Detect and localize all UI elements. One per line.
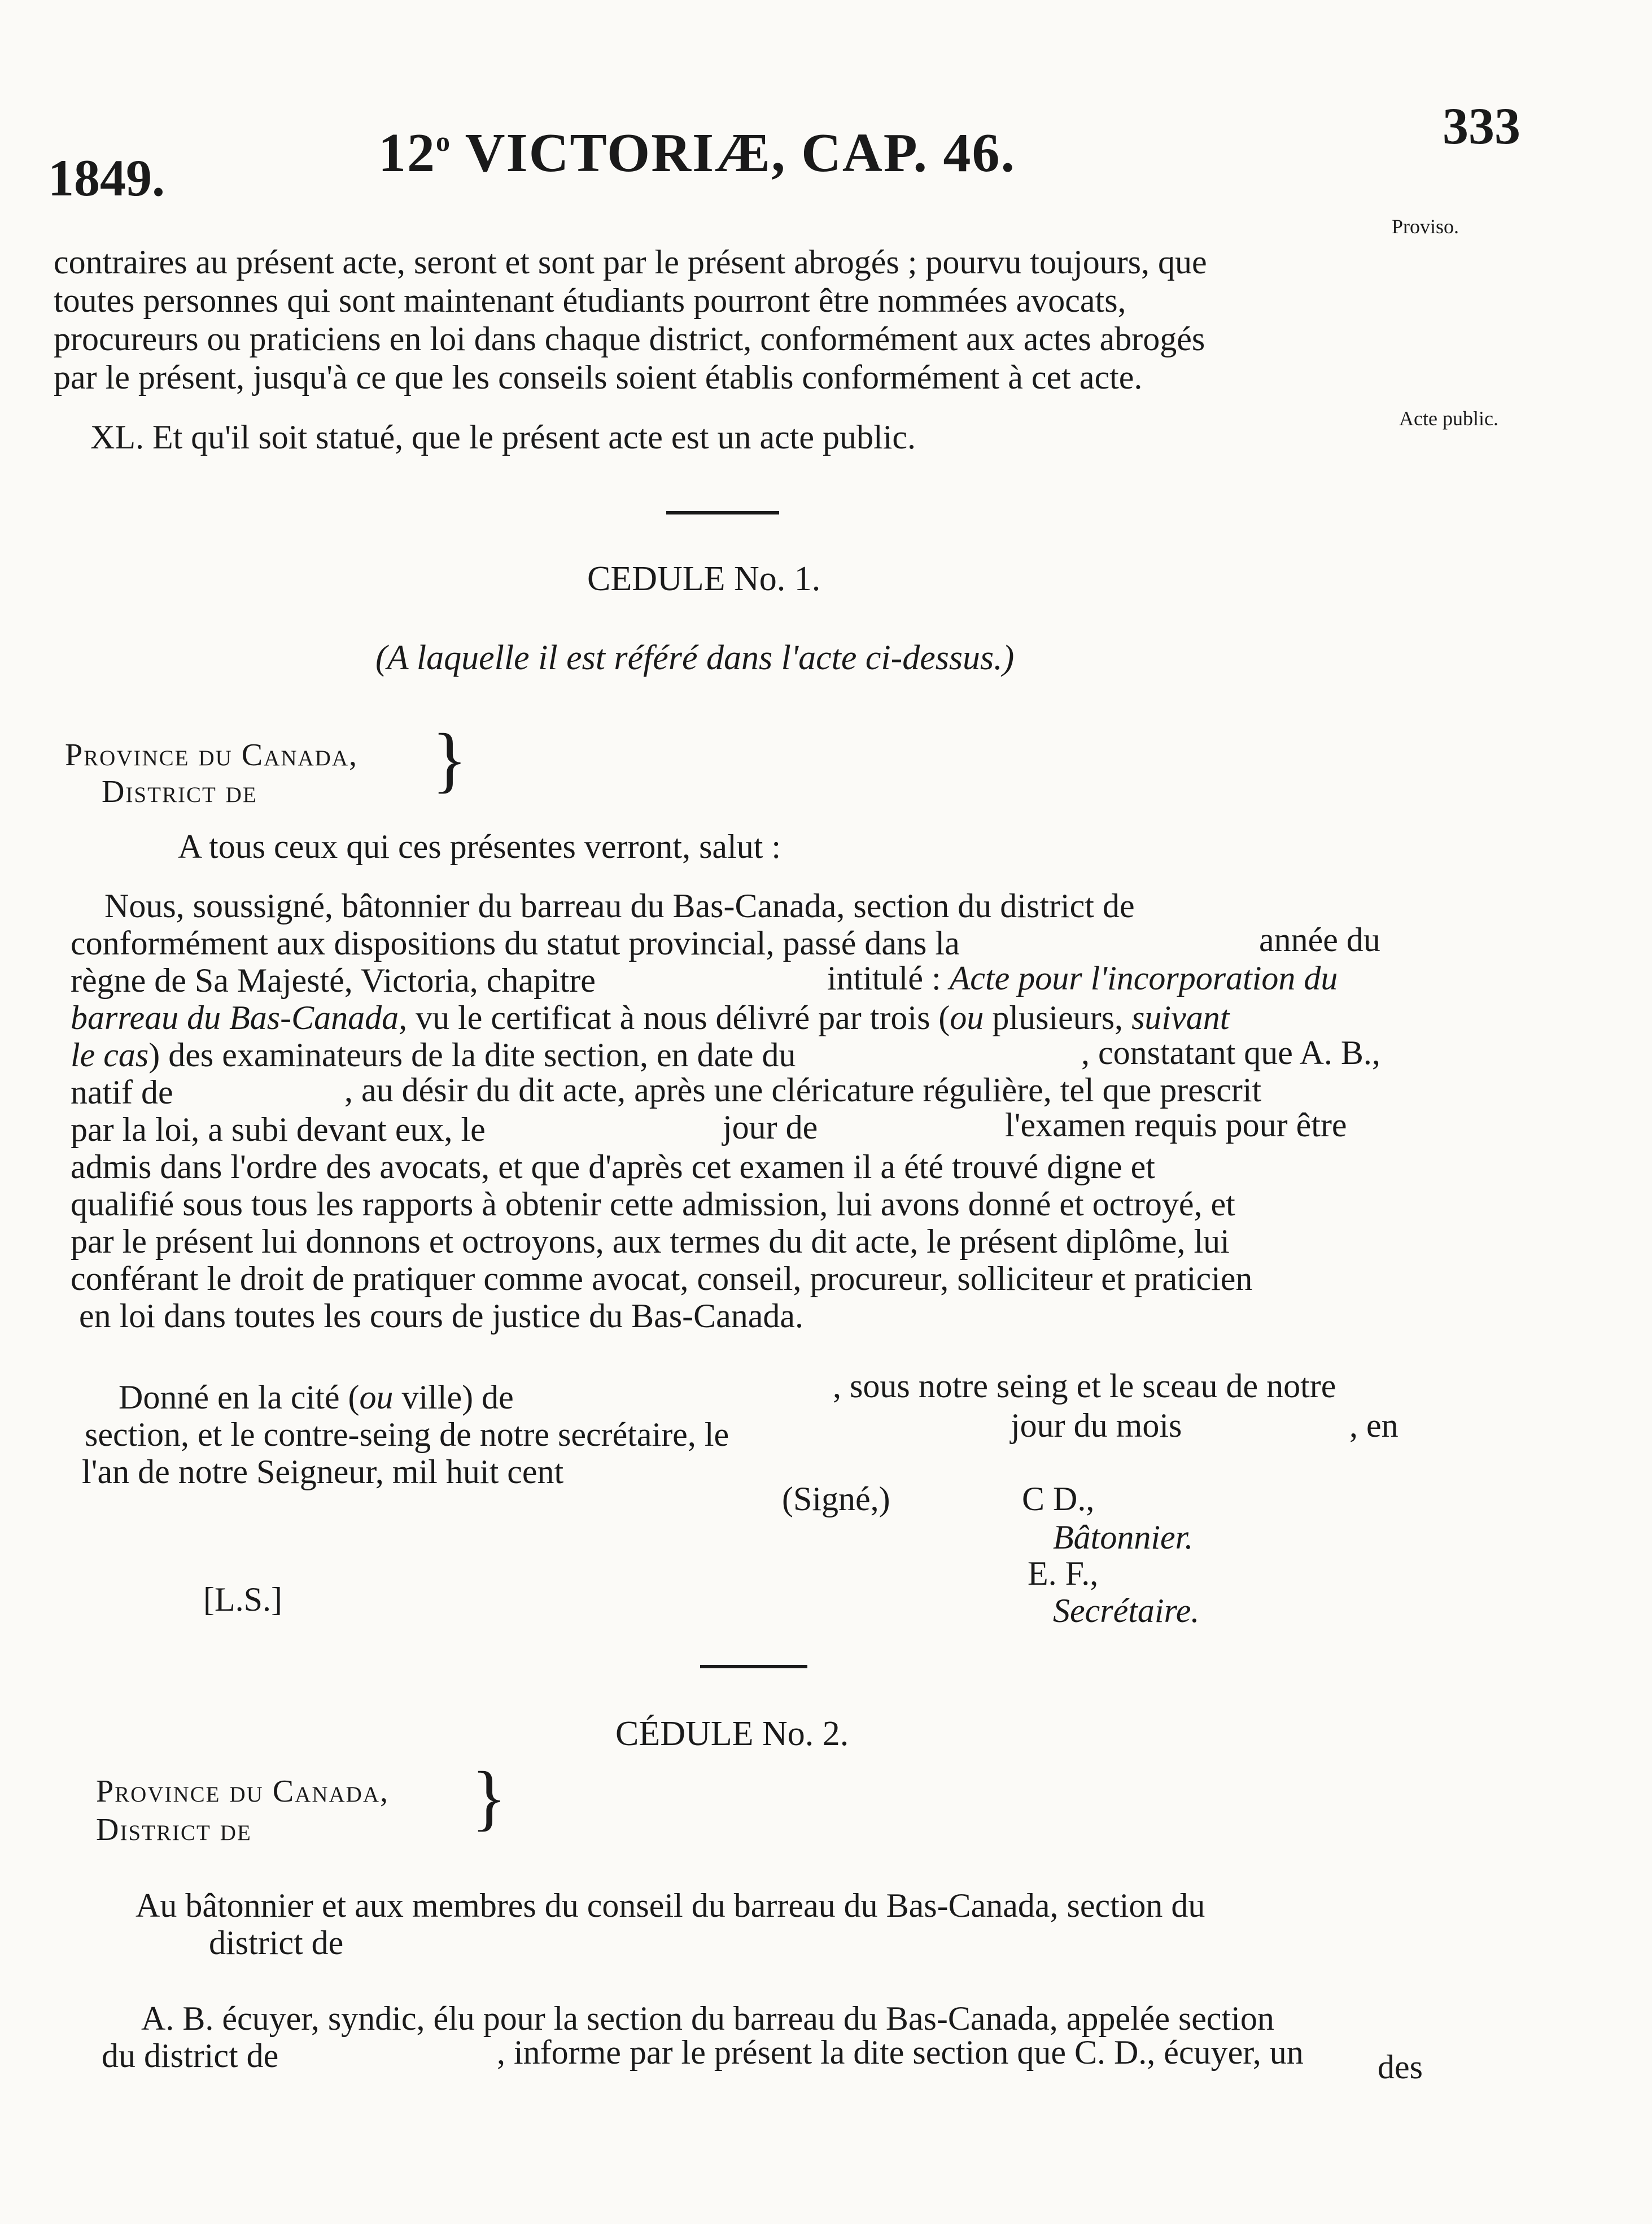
section-xl: XL. Et qu'il soit statué, que le présent acte est un acte public.: [90, 418, 916, 456]
text-line: par le présent lui donnons et octroyons, aux termes du dit acte, le présent diplôme, lui: [71, 1223, 1230, 1260]
secretary-name: E. F.,: [1028, 1555, 1099, 1592]
text-line: toutes personnes qui sont maintenant étudiants pourront être nommées avocats,: [54, 282, 1126, 319]
given-line: jour du mois: [1011, 1407, 1182, 1444]
district-label: District de: [96, 1812, 252, 1847]
margin-note-acte-public: Acte public.: [1399, 407, 1498, 430]
text-line: procureurs ou praticiens en loi dans chaque district, conformément aux actes abrogés: [54, 320, 1205, 357]
text-line: , au désir du dit acte, après une cléricature régulière, tel que prescrit: [344, 1071, 1262, 1109]
divider-rule: [666, 511, 779, 514]
text-line: conformément aux dispositions du statut provincial, passé dans la: [71, 925, 960, 962]
text-line: , constatant que A. B.,: [1081, 1034, 1380, 1071]
district-label: District de: [102, 774, 257, 809]
divider-rule: [700, 1665, 807, 1668]
address-line: Au bâtonnier et aux membres du conseil du barreau du Bas-Canada, section du: [136, 1887, 1205, 1924]
address-line: district de: [209, 1924, 344, 1961]
seal-mark: [L.S.]: [203, 1581, 282, 1618]
text-line: l'examen requis pour être: [1005, 1106, 1347, 1144]
given-line: l'an de notre Seigneur, mil huit cent: [82, 1453, 564, 1490]
text-line: par la loi, a subi devant eux, le: [71, 1111, 486, 1148]
text-line: des: [1378, 2048, 1423, 2086]
brace-icon: }: [471, 1757, 507, 1838]
batonnier-name: C D.,: [1022, 1480, 1095, 1517]
province-label: Province du Canada,: [65, 738, 358, 773]
batonnier-title: Bâtonnier.: [1053, 1519, 1194, 1556]
cedule-1-subheading: (A laquelle il est référé dans l'acte ci-dessus.): [375, 639, 1015, 677]
text-line: intitulé : Acte pour l'incorporation du: [827, 960, 1338, 997]
text-line: le cas) des examinateurs de la dite section, en date du: [71, 1036, 796, 1074]
text-line: en loi dans toutes les cours de justice du Bas-Canada.: [79, 1297, 804, 1335]
text-line: qualifié sous tous les rapports à obtenir cette admission, lui avons donné et octroyé, et: [71, 1185, 1235, 1223]
given-line: , sous notre seing et le sceau de notre: [833, 1367, 1336, 1405]
salutation: A tous ceux qui ces présentes verront, salut :: [178, 828, 781, 865]
text-line: année du: [1259, 921, 1380, 958]
text-line: A. B. écuyer, syndic, élu pour la section du barreau du Bas-Canada, appelée section: [141, 2000, 1274, 2037]
header-year: 1849.: [48, 149, 165, 207]
given-line: Donné en la cité (ou ville) de: [119, 1379, 514, 1416]
text-line: par le présent, jusqu'à ce que les conseils soient établis conformément à cet acte.: [54, 359, 1143, 396]
header-title: 12$^o$ VICTORIÆ, CAP. 46.: [378, 123, 1016, 184]
text-line: barreau du Bas-Canada, vu le certificat à nous délivré par trois (ou plusieurs, suivant: [71, 999, 1230, 1036]
text-line: règne de Sa Majesté, Victoria, chapitre: [71, 962, 596, 999]
text-line: , informe par le présent la dite section que C. D., écuyer, un: [497, 2034, 1304, 2071]
text-line: admis dans l'ordre des avocats, et que d'après cet examen il a été trouvé digne et: [71, 1148, 1155, 1185]
text-line: conférant le droit de pratiquer comme avocat, conseil, procureur, solliciteur et praticien: [71, 1260, 1253, 1297]
given-line: section, et le contre-seing de notre secrétaire, le: [85, 1416, 729, 1453]
brace-icon: }: [432, 719, 467, 800]
text-line: jour de: [723, 1109, 818, 1146]
province-label: Province du Canada,: [96, 1774, 389, 1809]
text-line: du district de: [102, 2037, 279, 2074]
text-line: Nous, soussigné, bâtonnier du barreau du Bas-Canada, section du district de: [104, 887, 1135, 925]
text-line: natif de: [71, 1074, 173, 1111]
cedule-2-heading: CÉDULE No. 2.: [615, 1715, 849, 1753]
text-line: contraires au présent acte, seront et sont par le présent abrogés ; pourvu toujours, que: [54, 243, 1207, 281]
cedule-1-heading: CEDULE No. 1.: [587, 560, 821, 598]
secretary-title: Secrétaire.: [1053, 1592, 1200, 1629]
given-line: , en: [1349, 1407, 1398, 1444]
margin-note-proviso: Proviso.: [1392, 215, 1459, 238]
page-number: 333: [1443, 97, 1520, 155]
signed-label: (Signé,): [782, 1480, 890, 1517]
